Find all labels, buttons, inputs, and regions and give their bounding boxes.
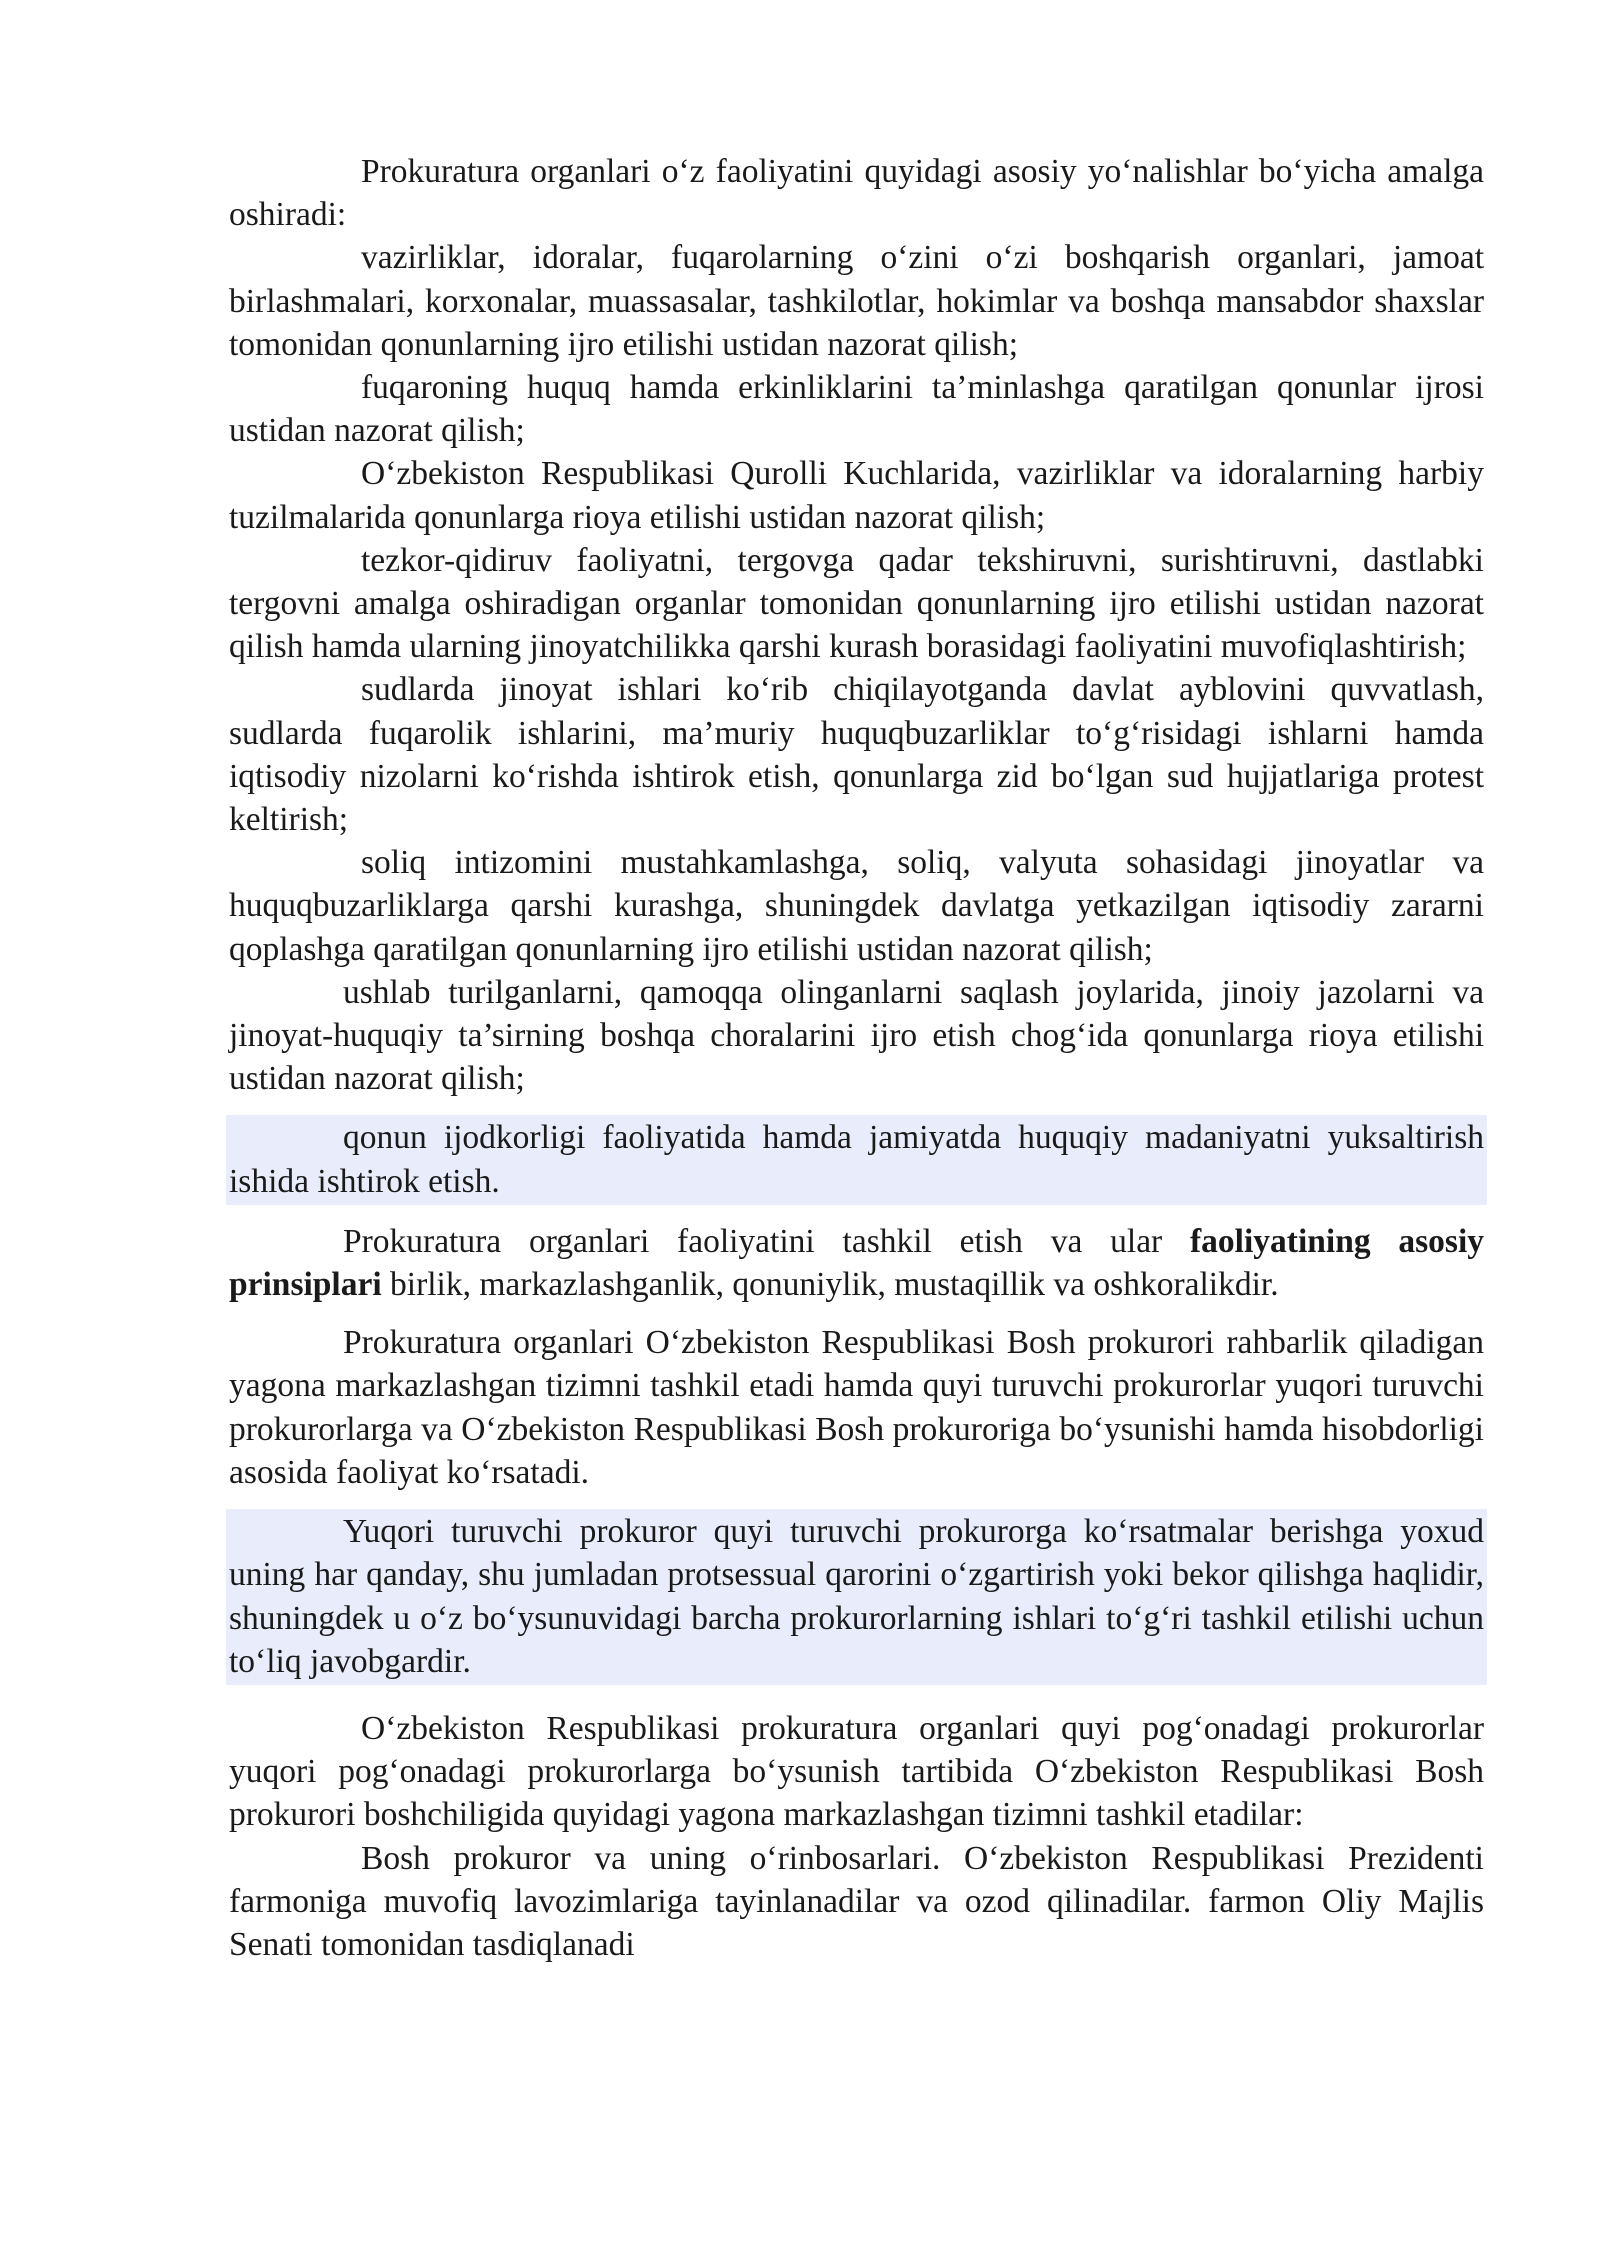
list-item-paragraph: ushlab turilganlarni, qamoqqa olinganlarni saqlash joylarida, jinoiy jazolarni va jinoyat-huquqiy ta’sirning boshqa choralarini ijro etish chog‘ida qonunlarga rioya etilishi ustidan nazorat qilish; bbox=[229, 973, 1484, 1098]
list-item-paragraph: O‘zbekiston Respublikasi Qurolli Kuchlarida, vazirliklar va idoralarning harbiy tuzilmalarida qonunlarga rioya etilishi ustidan nazorat qilish; bbox=[229, 455, 1484, 536]
principles-paragraph bbox=[229, 1220, 1484, 1306]
list-item-paragraph: soliq intizomini mustahkamlashga, soliq, valyuta sohasidagi jinoyatlar va huquqbuzarliklarga qarshi kurashga, shuningdek davlatga yetkazilgan iqtisodiy zararni qoplashga qaratilgan qonunlarning ijro etilishi ustidan nazorat qilish; bbox=[229, 844, 1484, 968]
body-paragraph: Prokuratura organlari O‘zbekiston Respublikasi Bosh prokurori rahbarlik qiladigan yagona markazlashgan tizimni tashkil etadi hamda quyi turuvchi prokurorlar yuqori turuvchi prokurorlarga va O‘zbekiston Respublikasi Bosh prokuroriga bo‘ysunishi hamda hisobdorligi asosida faoliyat ko‘rsatadi. bbox=[229, 1324, 1484, 1491]
document-page bbox=[229, 150, 1484, 1966]
list-item-paragraph: vazirliklar, idoralar, fuqarolarning o‘zini o‘zi boshqarish organlari, jamoat birlashmalari, korxonalar, muassasalar, tashkilotlar, hokimlar va boshqa mansabdor shaxslar tomonidan qonunlarning ijro etilishi ustidan nazorat qilish; bbox=[229, 239, 1484, 363]
principles-text-start: Prokuratura organlari faoliyatini tashkil etish va ular bbox=[343, 1222, 1191, 1260]
list-item-paragraph: fuqaroning huquq hamda erkinliklarini ta’minlashga qaratilgan qonunlar ijrosi ustidan nazorat qilish; bbox=[229, 369, 1484, 450]
list-item-paragraph: tezkor-qidiruv faoliyatni, tergovga qadar tekshiruvni, surishtiruvni, dastlabki tergovni amalga oshiradigan organlar tomonidan qonunlarning ijro etilishi ustidan nazorat qilish hamda ularning jinoyatchilikka qarshi kurash borasidagi faoliyatini muvofiqlashtirish; bbox=[229, 541, 1484, 666]
highlighted-paragraph: Yuqori turuvchi prokuror quyi turuvchi prokurorga ko‘rsatmalar berishga yoxud uning har qanday, shu jumladan protsessual qarorini o‘zgartirish yoki bekor qilishga haqlidir, shuningdek u o‘z bo‘ysunuvidagi barcha prokurorlarning ishlari to‘g‘ri tashkil etilishi uchun to‘liq javobgardir. bbox=[226, 1509, 1487, 1685]
body-paragraph: O‘zbekiston Respublikasi prokuratura organlari quyi pog‘onadagi prokurorlar yuqori pog‘onadagi prokurorlarga bo‘ysunish tartibida O‘zbekiston Respublikasi Bosh prokurori boshchiligida quyidagi yagona markazlashgan tizimni tashkil etadilar: bbox=[229, 1709, 1484, 1834]
body-paragraph: Bosh prokuror va uning o‘rinbosarlari. O‘zbekiston Respublikasi Prezidenti farmoniga muvofiq lavozimlariga tayinlanadilar va ozod qilinadilar. farmon Oliy Majlis Senati tomonidan tasdiqlanadi bbox=[229, 1839, 1484, 1963]
principles-text-end: birlik, markazlashganlik, qonuniylik, mustaqillik va oshkoralikdir. bbox=[381, 1266, 1279, 1304]
intro-paragraph: Prokuratura organlari o‘z faoliyatini quyidagi asosiy yo‘nalishlar bo‘yicha amalga oshiradi: bbox=[229, 153, 1484, 234]
highlighted-paragraph: qonun ijodkorligi faoliyatida hamda jamiyatda huquqiy madaniyatni yuksaltirish ishida ishtirok etish. bbox=[226, 1115, 1487, 1204]
principles-bold-term: faoliyatining asosiy prinsiplari bbox=[229, 1222, 1484, 1304]
list-item-paragraph: sudlarda jinoyat ishlari ko‘rib chiqilayotganda davlat ayblovini quvvatlash, sudlarda fuqarolik ishlarini, ma’muriy huquqbuzarliklar to‘g‘risidagi ishlarni hamda iqtisodiy nizolarni ko‘rishda ishtirok etish, qonunlarga zid bo‘lgan sud hujjatlariga protest keltirish; bbox=[229, 671, 1484, 839]
